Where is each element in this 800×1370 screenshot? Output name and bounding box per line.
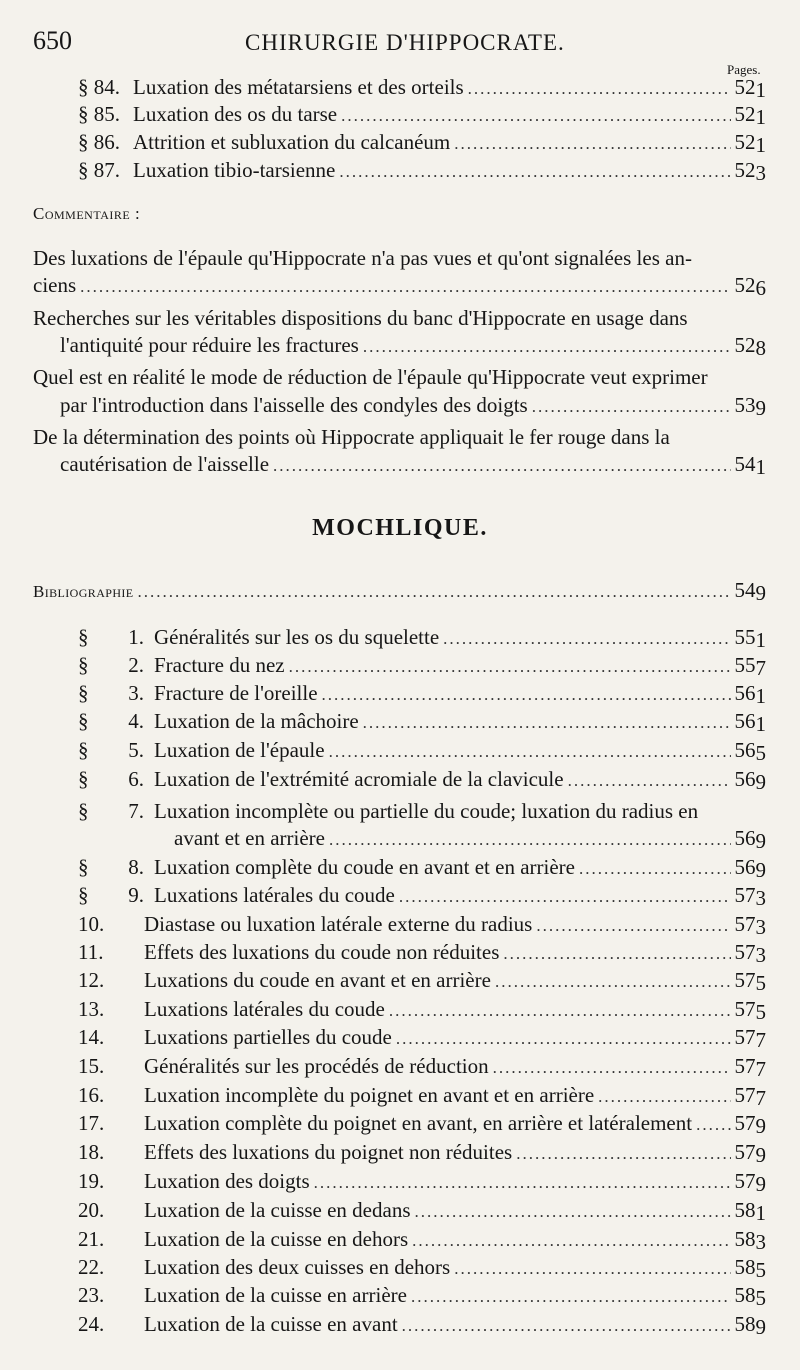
toc-entry-1: § 1. Généralités sur les os du squelette ..... 551 — [78, 625, 766, 653]
toc-entry-8: § 8. Luxation complète du coude en avant et en arrière ..... 569 — [78, 855, 766, 883]
toc-entry-18: 18. Effets des luxations du poignet non réduites ..... 579 — [78, 1140, 766, 1168]
page-ref: 561 — [734, 709, 766, 736]
commentaire-item-4-line1: De la détermination des points où Hippocrate appliquait le fer rouge dans la — [33, 425, 670, 449]
page-ref: 565 — [734, 738, 766, 765]
toc-entry-11: 11. Effets des luxations du coude non réduites ..... 573 — [78, 940, 766, 968]
page-ref: 585 — [734, 1255, 766, 1282]
toc-entry-15: 15. Généralités sur les procédés de réduction ..... 577 — [78, 1054, 766, 1082]
page-ref: 541 — [734, 452, 766, 479]
toc-entry-86: § 86. Attrition et subluxation du calcanéum ..... 521 — [78, 130, 766, 158]
toc-entry-22: 22. Luxation des deux cuisses en dehors ..... 585 — [78, 1255, 766, 1283]
page-ref: 521 — [734, 102, 766, 129]
commentaire-heading: Commentaire : — [33, 204, 141, 223]
page-ref: 569 — [734, 826, 766, 853]
page-ref: 575 — [734, 997, 766, 1024]
page-ref: 589 — [734, 1312, 766, 1339]
page-ref: 573 — [734, 912, 766, 939]
page-ref: 539 — [734, 393, 766, 420]
toc-entry-14: 14. Luxations partielles du coude ..... 577 — [78, 1025, 766, 1053]
commentaire-item-4: cautérisation de l'aisselle ..... 541 — [60, 452, 766, 480]
toc-entry-4: § 4. Luxation de la mâchoire ..... 561 — [78, 709, 766, 737]
page-ref: 577 — [734, 1025, 766, 1052]
commentaire-item-3: par l'introduction dans l'aisselle des condyles des doigts ..... 539 — [60, 393, 766, 421]
toc-entry-9: § 9. Luxations latérales du coude ..... 573 — [78, 883, 766, 911]
toc-entry-16: 16. Luxation incomplète du poignet en avant et en arrière ..... 577 — [78, 1083, 766, 1111]
page-ref: 579 — [734, 1111, 766, 1138]
page-ref: 557 — [734, 653, 766, 680]
page-ref: 569 — [734, 855, 766, 882]
toc-entry-7: avant et en arrière ..... 569 — [174, 826, 766, 854]
commentaire-item-2-line1: Recherches sur les véritables dispositions du banc d'Hippocrate en usage dans — [33, 306, 688, 330]
page-ref: 526 — [734, 273, 766, 300]
commentaire-item-1-line1: Des luxations de l'épaule qu'Hippocrate n'a pas vues et qu'ont signalées les an- — [33, 246, 692, 270]
page-ref: 575 — [734, 968, 766, 995]
page-ref: 585 — [734, 1283, 766, 1310]
page-ref: 569 — [734, 767, 766, 794]
toc-entry-84: § 84. Luxation des métatarsiens et des orteils ..... 521 — [78, 75, 766, 103]
toc-entry-21: 21. Luxation de la cuisse en dehors ..... 583 — [78, 1227, 766, 1255]
toc-entry-5: § 5. Luxation de l'épaule ..... 565 — [78, 738, 766, 766]
page-ref: 551 — [734, 625, 766, 652]
page-ref: 521 — [734, 75, 766, 102]
page-ref: 583 — [734, 1227, 766, 1254]
toc-entry-17: 17. Luxation complète du poignet en avant, en arrière et latéralement ..... 579 — [78, 1111, 766, 1139]
page-ref: 577 — [734, 1083, 766, 1110]
toc-entry-10: 10. Diastase ou luxation latérale externe du radius ..... 573 — [78, 912, 766, 940]
commentaire-item-3-line1: Quel est en réalité le mode de réduction de l'épaule qu'Hippocrate veut exprimer — [33, 365, 708, 389]
toc-entry-6: § 6. Luxation de l'extrémité acromiale de la clavicule ..... 569 — [78, 767, 766, 795]
page-number: 650 — [33, 26, 72, 55]
page-ref: 579 — [734, 1169, 766, 1196]
toc-entry-23: 23. Luxation de la cuisse en arrière ..... 585 — [78, 1283, 766, 1311]
toc-entry-85: § 85. Luxation des os du tarse ..... 521 — [78, 102, 766, 130]
pages-column-label: Pages. — [727, 62, 761, 77]
page-ref: 581 — [734, 1198, 766, 1225]
section-heading: MOCHLIQUE. — [312, 515, 488, 541]
page-ref: 523 — [734, 158, 766, 185]
page-ref: 549 — [734, 578, 766, 605]
page-ref: 521 — [734, 130, 766, 157]
page-ref: 561 — [734, 681, 766, 708]
page-ref: 573 — [734, 940, 766, 967]
toc-entry-3: § 3. Fracture de l'oreille ..... 561 — [78, 681, 766, 709]
toc-entry-87: § 87. Luxation tibio-tarsienne ..... 523 — [78, 158, 766, 186]
toc-entry-24: 24. Luxation de la cuisse en avant ..... 589 — [78, 1312, 766, 1340]
commentaire-item-2: l'antiquité pour réduire les fractures ..... 528 — [60, 333, 766, 361]
bibliographie-entry: Bibliographie ..... 549 — [33, 578, 766, 606]
toc-entry-2: § 2. Fracture du nez ..... 557 — [78, 653, 766, 681]
page-ref: 573 — [734, 883, 766, 910]
page-ref: 528 — [734, 333, 766, 360]
toc-entry-13: 13. Luxations latérales du coude ..... 575 — [78, 997, 766, 1025]
toc-entry-7-line1: § 7. Luxation incomplète ou partielle du coude; luxation du radius en — [78, 799, 699, 823]
page-ref: 579 — [734, 1140, 766, 1167]
toc-entry-20: 20. Luxation de la cuisse en dedans ..... 581 — [78, 1198, 766, 1226]
commentaire-item-1: ciens ..... 526 — [33, 273, 766, 301]
toc-entry-19: 19. Luxation des doigts ..... 579 — [78, 1169, 766, 1197]
toc-entry-12: 12. Luxations du coude en avant et en arrière ..... 575 — [78, 968, 766, 996]
page-title: CHIRURGIE D'HIPPOCRATE. — [245, 30, 565, 55]
page-ref: 577 — [734, 1054, 766, 1081]
